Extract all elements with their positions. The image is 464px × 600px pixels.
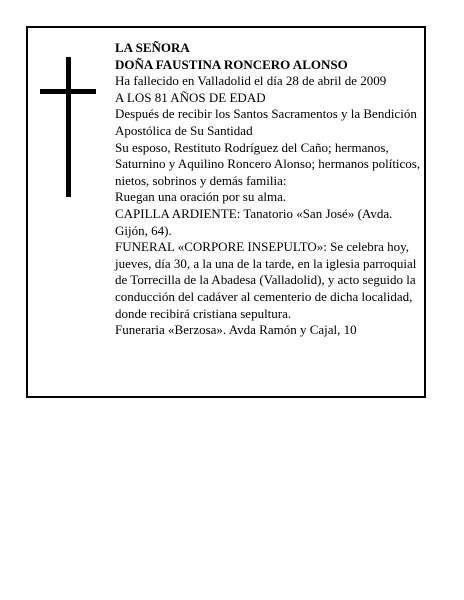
funeral-paragraph: FUNERAL «CORPORE INSEPULTO»: Se celebra hoy, jueves, día 30, a la una de la tarde, en la iglesia parroquial de Torrecilla de la Abadesa (Valladolid), y acto seguido la conducción del cadáver al cementerio de dicha localidad, donde recibirá cristiana sepultura.	[115, 239, 417, 321]
cross-icon	[40, 57, 96, 197]
notice-text	[115, 40, 427, 339]
obituary-notice	[26, 26, 426, 398]
notice-title: LA SEÑORA	[115, 40, 190, 55]
family-paragraph: Su esposo, Restituto Rodríguez del Caño; hermanos, Saturnino y Aquilino Roncero Alonso; hermanos políticos, nietos, sobrinos y demás familia:	[115, 139, 421, 188]
death-info: Ha fallecido en Valladolid el día 28 de abril de 2009	[115, 73, 387, 89]
funeral-home-line: Funeraria «Berzosa». Avda Ramón y Cajal, 10	[115, 322, 357, 338]
deceased-name: DOÑA FAUSTINA RONCERO ALONSO	[115, 56, 348, 72]
cross-horizontal-bar	[40, 89, 96, 94]
sacraments-paragraph: Después de recibir los Santos Sacramentos y la Bendición Apostólica de Su Santidad	[115, 106, 417, 138]
prayer-line: Ruegan una oración por su alma.	[115, 189, 287, 205]
chapel-paragraph: CAPILLA ARDIENTE: Tanatorio «San José» (Avda. Gijón, 64).	[115, 205, 393, 238]
cross-vertical-bar	[66, 57, 71, 197]
age-line: A LOS 81 AÑOS DE EDAD	[115, 89, 266, 105]
